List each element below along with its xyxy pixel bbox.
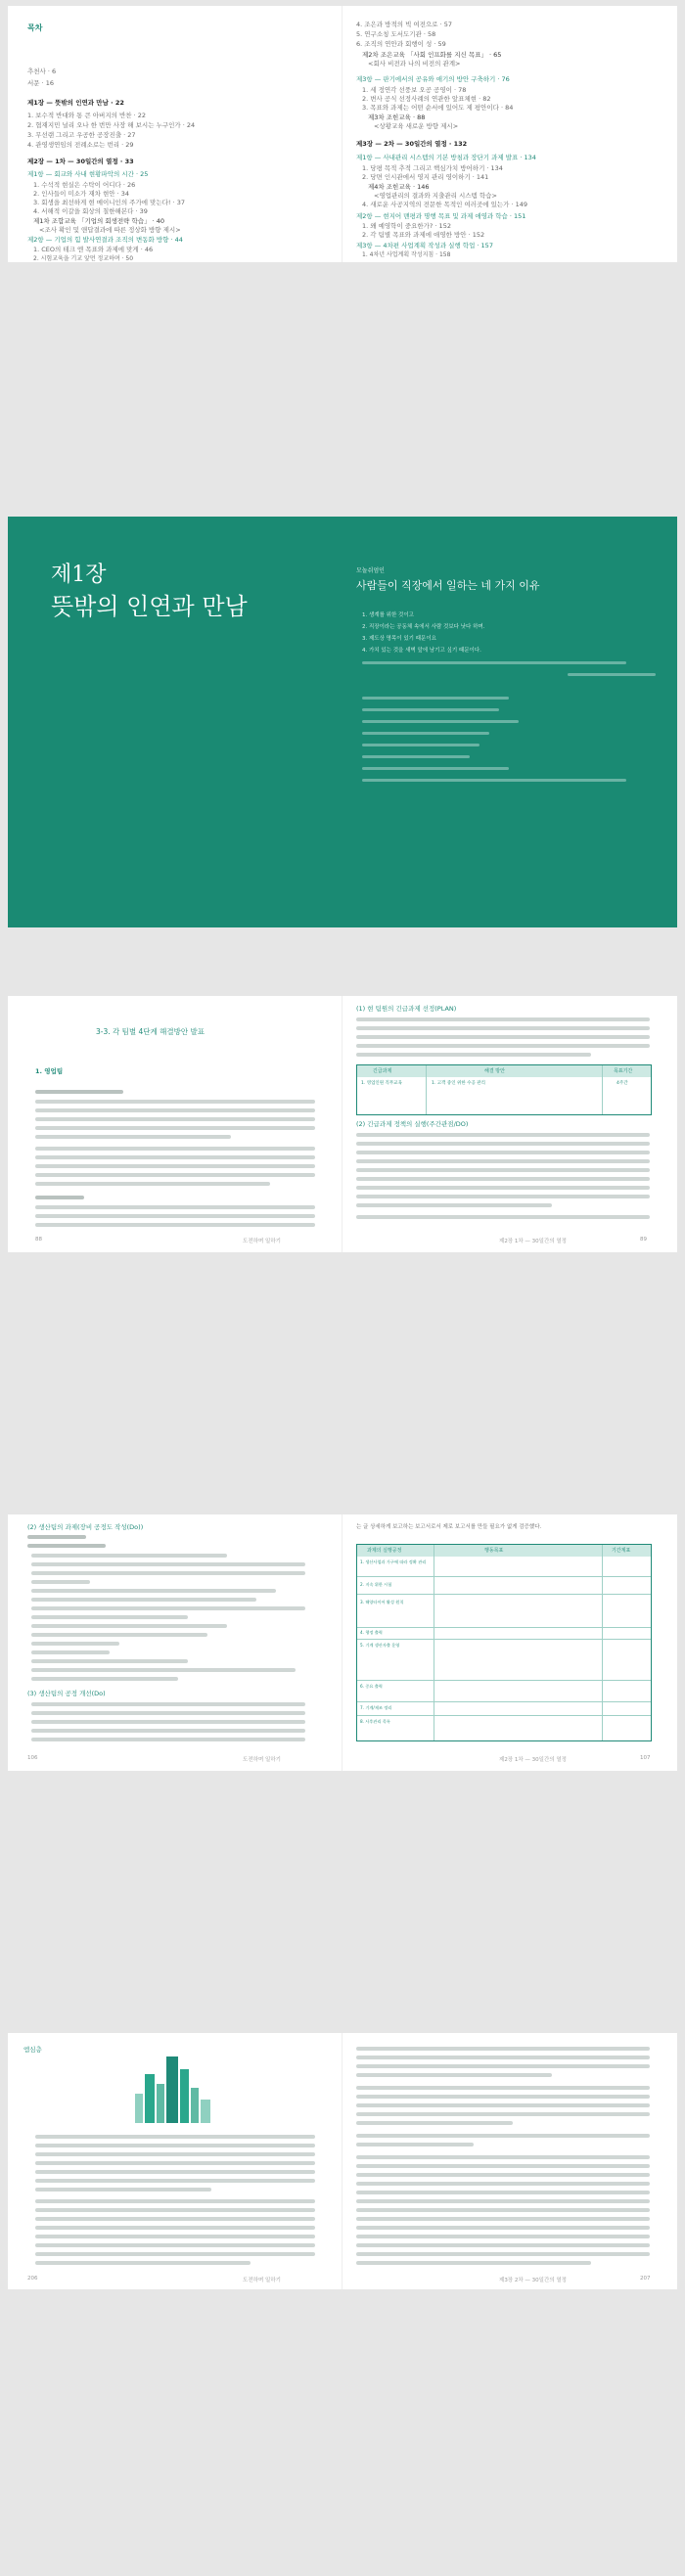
- table-row-label: 5. 기계 생산자출 운영: [360, 1643, 400, 1648]
- page-206: [8, 2033, 342, 2289]
- toc-section[interactable]: 제3항 — 판기에서의 공유와 애기의 방안 구축하기 · 76: [356, 75, 510, 83]
- text-line: [356, 2155, 650, 2159]
- page-207: [342, 2033, 677, 2289]
- text-line: [27, 1544, 106, 1548]
- toc-item[interactable]: 1. CEO의 테크 엔 목표와 과제에 맞게 · 46: [33, 246, 154, 253]
- text-line: [31, 1650, 110, 1654]
- text-line: [362, 755, 470, 758]
- subsection-heading: 1. 영업팀: [35, 1067, 64, 1075]
- city-illustration: [135, 2055, 213, 2123]
- text-line: [356, 2199, 650, 2203]
- text-line: [35, 1117, 315, 1121]
- text-line: [35, 1182, 270, 1186]
- table-header-cell: 과제의 실행공정: [367, 1548, 402, 1554]
- text-line: [31, 1598, 256, 1602]
- running-head: 도전하며 일하기: [243, 1239, 281, 1244]
- text-line: [356, 1044, 650, 1048]
- toc-item[interactable]: 1. 당평 목적 추적 그리고 핵심가치 방어하기 · 134: [362, 164, 503, 172]
- text-line: [356, 1151, 650, 1154]
- table-header-cell: 행동목표: [484, 1548, 504, 1554]
- quote-line: 2. 직장이라는 공동체 속에서 사람 것보다 낫다 하며.: [362, 624, 485, 630]
- text-line: [356, 1035, 650, 1039]
- text-line: [356, 1168, 650, 1172]
- page-number: 206: [27, 2276, 38, 2282]
- toc-item[interactable]: 5. 연구소칭 도서도기관 · 58: [356, 30, 436, 38]
- toc-item[interactable]: 1. 왜 예영학이 중요한가? · 152: [362, 222, 451, 230]
- text-line: [362, 767, 509, 770]
- text-line: [356, 2164, 650, 2168]
- table-row-label: 3. 해양타이어 활성 원칙: [360, 1600, 404, 1604]
- chapter-number: 제1장: [51, 563, 107, 587]
- text-line: [356, 1159, 650, 1163]
- toc-item[interactable]: 2. 인사들이 미소가 재차 현안 · 34: [33, 190, 130, 198]
- text-line: [356, 1142, 650, 1146]
- text-line: [35, 2179, 315, 2183]
- text-line: [356, 2047, 650, 2051]
- page-89: [342, 996, 677, 1252]
- toc-box[interactable]: 제3차 조힌교육 · 88: [368, 113, 426, 121]
- text-line: [31, 1677, 178, 1681]
- text-line: [35, 2235, 315, 2238]
- text-line: [356, 1195, 650, 1198]
- toc-chapter-2[interactable]: 제2장 — 1차 — 30일간의 열정 · 33: [27, 158, 134, 165]
- spread-206-207: [8, 2033, 677, 2289]
- table-cell: 4주간: [616, 1081, 628, 1086]
- toc-item[interactable]: 2. 당면 인시관에서 영지 관리 영이하기 · 141: [362, 173, 489, 181]
- running-head: 도전하며 일하기: [243, 2278, 281, 2283]
- toc-left-page: [8, 6, 342, 262]
- page-number: 207: [640, 2276, 651, 2282]
- toc-chapter-3[interactable]: 제3장 — 2차 — 30일간의 열정 · 132: [356, 140, 468, 148]
- text-line: [356, 2064, 650, 2068]
- text-line: [356, 1017, 650, 1021]
- text-line: [356, 1186, 650, 1190]
- text-line: [35, 1196, 84, 1199]
- text-line: [568, 673, 656, 676]
- text-line: [356, 2086, 650, 2090]
- toc-item[interactable]: 3. 목표와 과제는 어떤 순서에 있어도 제 평안이다 · 84: [362, 104, 514, 112]
- text-line: [356, 2134, 650, 2138]
- text-line: [31, 1624, 227, 1628]
- page-label: 엠심층: [23, 2046, 42, 2054]
- toc-title: 목차: [27, 23, 43, 32]
- text-line: [362, 720, 519, 723]
- text-line: [35, 1164, 315, 1168]
- text-line: [35, 1223, 315, 1227]
- text-line: [356, 2112, 650, 2116]
- text-line: [356, 2103, 650, 2107]
- text-line: [31, 1738, 305, 1741]
- text-line: [31, 1571, 305, 1575]
- toc-box-sub: <상황교육 새로운 방향 제시>: [374, 122, 459, 130]
- quote-line: 3. 제도상 명목이 있기 때문이요: [362, 636, 436, 642]
- table-header-cell: 기간계표: [612, 1548, 631, 1554]
- text-line: [356, 2235, 650, 2238]
- toc-item[interactable]: 2. 각 팀별 목표와 과제에 애영한 방안 · 152: [362, 231, 485, 239]
- table-row-label: 1. 생산사업과 가구에 따라 정확 관리: [360, 1559, 427, 1564]
- intro-title: 사람들이 직장에서 일하는 네 가지 이유: [356, 579, 540, 592]
- text-line: [35, 1090, 123, 1094]
- chapter-intro-page: [342, 517, 677, 927]
- text-line: [35, 1100, 315, 1104]
- toc-item[interactable]: 4. 조은과 방적의 빅 여전으로 · 57: [356, 21, 453, 28]
- text-line: [31, 1554, 227, 1558]
- toc-box-sub: <영업관리의 결과와 지출관리 시스템 학습>: [374, 192, 497, 200]
- table-header-cell: 긴급과제: [373, 1068, 392, 1074]
- text-line: [31, 1633, 207, 1637]
- section-heading: 3-3. 각 팀별 4단계 해결방안 발표: [96, 1027, 206, 1036]
- text-line: [356, 2095, 650, 2099]
- subsection-heading: (2) 긴급과제 정책의 실행(주간관점/DO): [356, 1120, 469, 1128]
- toc-spread: [8, 6, 677, 262]
- chapter-opener-spread: [8, 517, 677, 927]
- toc-box-sub: <조사 확인 및 앤답결과에 따른 정상화 방향 제시>: [39, 226, 181, 234]
- text-line: [362, 661, 626, 664]
- action-table: [356, 1544, 652, 1741]
- text-line: [356, 2182, 650, 2186]
- page-number: 89: [640, 1237, 647, 1243]
- page-number: 106: [27, 1755, 38, 1761]
- text-line: [35, 2170, 315, 2174]
- text-line: [35, 1108, 315, 1112]
- text-line: [35, 1214, 315, 1218]
- intro-label: 모놀쉬엄인: [356, 567, 385, 574]
- table-row-label: 8. 사후관리 목록: [360, 1719, 390, 1724]
- text-line: [31, 1606, 305, 1610]
- toc-item[interactable]: 서문 · 16: [27, 79, 55, 87]
- spread-106-107: [8, 1514, 677, 1771]
- toc-box[interactable]: 제2차 조은교육 「사회 인프화를 지신 목표」 · 65: [362, 51, 502, 59]
- table-divider: [357, 1701, 651, 1702]
- text-line: [362, 732, 489, 735]
- text-line: [31, 1562, 305, 1566]
- table-divider: [602, 1545, 603, 1740]
- text-line: [31, 1720, 305, 1724]
- table-header-cell: 해결 방안: [484, 1068, 505, 1074]
- toc-right-page: [342, 6, 677, 262]
- text-line: [35, 1147, 315, 1151]
- table-header-cell: 목표기간: [614, 1068, 633, 1074]
- toc-section[interactable]: 제3항 — 4차편 사업계획 작성과 실행 학업 · 157: [356, 242, 493, 249]
- text-line: [362, 744, 480, 746]
- toc-item[interactable]: 6. 조직의 연안과 회행이 성 · 59: [356, 40, 446, 48]
- text-line: [35, 2144, 315, 2147]
- text-line: [356, 2056, 650, 2059]
- toc-section[interactable]: 제1항 — 회교와 사내 현황파악의 시간 · 25: [27, 170, 149, 178]
- toc-item[interactable]: 1. 보수적 반대와 통 큰 아버지의 반찬 · 22: [27, 112, 146, 119]
- toc-box-sub: <회사 비전과 나의 비전의 관계>: [368, 60, 461, 68]
- text-line: [31, 1702, 305, 1706]
- text-line: [356, 2208, 650, 2212]
- text-line: [356, 2143, 474, 2147]
- running-head: 도전하며 일하기: [243, 1757, 281, 1763]
- text-line: [362, 708, 499, 711]
- toc-item[interactable]: 3. 회생을 최선하게 현 메이니인의 주가에 맞는다! · 37: [33, 199, 185, 206]
- table-divider: [357, 1576, 651, 1577]
- table-divider: [357, 1680, 651, 1681]
- text-line: [31, 1668, 296, 1672]
- text-line: [356, 2243, 650, 2247]
- text-line: [31, 1642, 119, 1646]
- text-line: [31, 1729, 305, 1733]
- toc-item[interactable]: 2. 협재지민 널리 오나 한 번만 사장 해 보시는 누구인가 · 24: [27, 121, 196, 129]
- text-line: [356, 1215, 650, 1219]
- text-line: [27, 1535, 86, 1539]
- subsection-heading: (3) 생산팀의 공정 개선(Do): [27, 1690, 106, 1697]
- running-head: 제2장 1차 — 30일간의 열정: [499, 1239, 567, 1244]
- table-row-label: 4. 행정 출력: [360, 1630, 383, 1635]
- text-line: [356, 2191, 650, 2194]
- text-line: [35, 2208, 315, 2212]
- text-line: [31, 1580, 90, 1584]
- text-line: [31, 1711, 305, 1715]
- toc-item[interactable]: 4. 새로운 사공지역의 전문한 목적인 여러곳에 있는가 · 149: [362, 201, 528, 208]
- text-line: [356, 2121, 513, 2125]
- text-line: [35, 1135, 231, 1139]
- table-row-label: 6. 중요 출력: [360, 1684, 383, 1689]
- text-line: [356, 2226, 650, 2230]
- table-divider: [357, 1627, 651, 1628]
- table-cell: 1. 고객 중인 위한 수공 관리: [432, 1081, 485, 1086]
- toc-section[interactable]: 제1항 — 사내관리 시스템의 기본 방침과 장단기 과제 발표 · 134: [356, 154, 536, 161]
- toc-item[interactable]: 2. 시험교육을 기교 앞먼 정교하며 · 50: [33, 255, 134, 262]
- subsection-heading: (2) 생산팀의 과제(장비 공정도 작성(Do)): [27, 1523, 144, 1531]
- toc-item[interactable]: 1. 4차년 사업계획 작성지침 · 158: [362, 251, 451, 258]
- text-line: [35, 1205, 315, 1209]
- text-line: [35, 2226, 315, 2230]
- text-line: [356, 2252, 650, 2256]
- text-line: [356, 1177, 650, 1181]
- running-head: 제2장 1차 — 30일간의 열정: [499, 1757, 567, 1763]
- text-line: [35, 2252, 315, 2256]
- chapter-title: 뜻밖의 인연과 만남: [51, 593, 248, 620]
- toc-item[interactable]: 4. 서해적 이갈을 회상의 칠한해본다 · 39: [33, 207, 148, 215]
- toc-item[interactable]: 추천사 · 6: [27, 68, 57, 75]
- text-line: [362, 697, 509, 700]
- table-divider: [426, 1065, 427, 1114]
- text-line: [362, 779, 626, 782]
- toc-chapter-1[interactable]: 제1장 — 뜻밖의 인연과 만남 · 22: [27, 99, 124, 107]
- text-line: [35, 2243, 315, 2247]
- table-row-label: 2. 지속 위한 시험: [360, 1582, 392, 1587]
- toc-box[interactable]: 제1차 조합교육 「기업의 회생전략 학습」 · 40: [33, 217, 165, 225]
- text-line: [31, 1615, 188, 1619]
- text-line: [356, 1026, 650, 1030]
- text-line: [356, 2261, 591, 2265]
- text-line: [31, 1659, 188, 1663]
- body-text: 는 글 상세하게 보고하는 보고서로서 제로 보고서를 만들 필요가 없게 검증했다.: [356, 1524, 542, 1530]
- page-number: 107: [640, 1755, 651, 1761]
- toc-item[interactable]: 1. 세 정연각 선풍보 오공 공영이 · 78: [362, 86, 467, 94]
- toc-item[interactable]: 1. 수석적 현실은 수탁이 어디다 · 26: [33, 181, 136, 189]
- text-line: [31, 1589, 276, 1593]
- page-107: [342, 1514, 677, 1771]
- text-line: [356, 2217, 650, 2221]
- text-line: [35, 2217, 315, 2221]
- text-line: [35, 1173, 315, 1177]
- table-divider: [602, 1065, 603, 1114]
- page-106: [8, 1514, 342, 1771]
- toc-item[interactable]: 2. 변사 공식 선정사례의 연관한 앞표체현 · 82: [362, 95, 491, 103]
- text-line: [356, 1133, 650, 1137]
- table-cell: 1. 영업인원 직무교육: [361, 1081, 402, 1086]
- text-line: [35, 2261, 251, 2265]
- task-table: [356, 1064, 652, 1115]
- text-line: [35, 2152, 315, 2156]
- table-row-label: 7. 기계/제조 정리: [360, 1705, 392, 1710]
- toc-section[interactable]: 제2항 — 현지어 맨평과 명행 목표 및 과제 애영과 학습 · 151: [356, 212, 526, 220]
- toc-item[interactable]: 4. 관영생연임의 전례소로는 번리 · 29: [27, 141, 134, 149]
- table-divider: [357, 1594, 651, 1595]
- text-line: [35, 2199, 315, 2203]
- table-divider: [357, 1639, 651, 1640]
- toc-section[interactable]: 제2항 — 기업의 힘 발사연결과 조직의 변동화 방향 · 44: [27, 236, 183, 244]
- table-divider: [357, 1715, 651, 1716]
- running-head: 제3장 2차 — 30일간의 열정: [499, 2278, 567, 2283]
- page-88: [8, 996, 342, 1252]
- text-line: [356, 1203, 552, 1207]
- quote-line: 4. 가치 있는 것을 새벽 앞에 남기고 싶기 때문이다.: [362, 648, 481, 654]
- page-number: 88: [35, 1237, 42, 1243]
- text-line: [35, 2188, 211, 2192]
- chapter-title-page: [8, 517, 342, 927]
- text-line: [356, 1053, 591, 1057]
- text-line: [35, 1126, 315, 1130]
- text-line: [356, 2073, 552, 2077]
- toc-box[interactable]: 제4차 조힌교육 · 146: [368, 183, 430, 191]
- text-line: [356, 2173, 650, 2177]
- text-line: [35, 2135, 315, 2139]
- quote-line: 1. 생계를 위한 것이고: [362, 612, 414, 618]
- toc-item[interactable]: 3. 무선랜 그리고 우공한 공장진출 · 27: [27, 131, 136, 139]
- text-line: [35, 1155, 315, 1159]
- spread-88-89: [8, 996, 677, 1252]
- subsection-heading: (1) 현 팀원의 긴급과제 선정(PLAN): [356, 1005, 457, 1013]
- text-line: [35, 2161, 315, 2165]
